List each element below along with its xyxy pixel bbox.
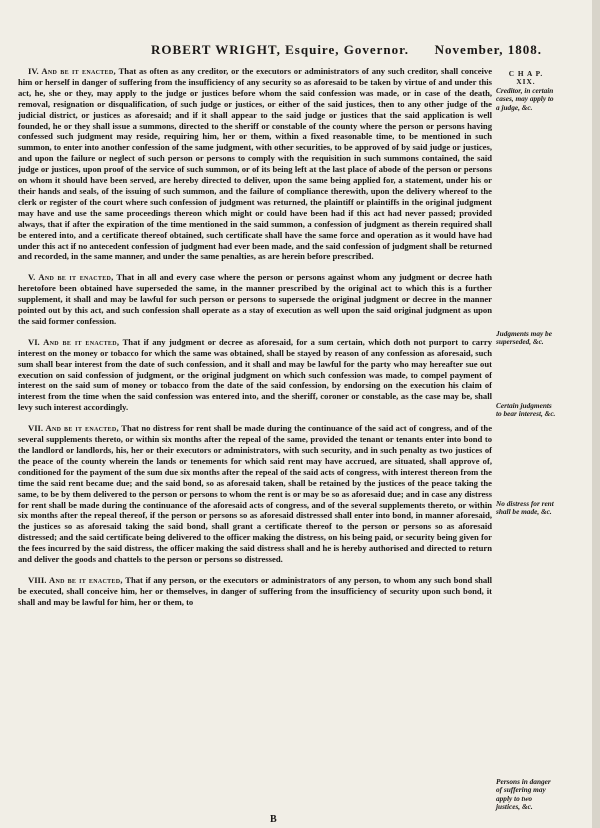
section-number: VI.	[28, 336, 40, 347]
section-number: V.	[28, 272, 36, 283]
enacting-clause: And be it enacted,	[38, 272, 114, 283]
section-number: IV.	[28, 66, 39, 76]
enacting-clause: And be it enacted,	[43, 336, 120, 347]
section-text: That as often as any creditor, or the executors or administrators of any such creditor, shall conceive him or herself in danger of suffering from the insufficiency of any security so as aforesaid to be taken by virtue of and under this act, he, she or they, may apply to the judge or justices before whom the said confession was made, or in case of the death, removal, resignation or disqualification, of such judge or justices, or either of the said justices, then to any other judge of the judicial district, or justices as aforesaid; and if it shall appear to the said judge or justices that the said application is well founded, he or they shall issue a summons, directed to the sheriff or constable of the county where the person or persons having confessed such judgment may reside, requiring him, her or them, within a fixed reasonable time, to be mentioned in such summon, to enter into another confession of the same judgment, with other securities, to be approved of by said judge or justices, and upon the failure or neglect of such person or persons to comply with the requisition in such summons contained, the said judge or justices, upon proof of the service of such summon, or of its being left at the last place of abode of the person or persons on whom it should have been served, are hereby directed to deliver, upon the same being applied for, a statement, under his or their hands and seals, of the issuing of such summon, and the failure of compliance therewith, upon the delivery whereof to the clerk or register of the court where such confession of judgment was returned, the plaintiff or plaintiffs in the original judgment may have and use the same proceedings thereon which might or could have been had if this act had never passed; provided always, that if after the expiration of the time mentioned in the said summon, a confession of judgment as therein required shall be entered into, and a certificate thereof obtained, such certificate shall have the same force and operation as it would have had under this act if no antecedent confession of judgment had ever been made, and the said confession of judgment shall be returned and recorded, in the same manner, and under the same penalties, as are herein before prescribed.	[18, 66, 493, 262]
enacting-clause: And be it enacted,	[41, 66, 116, 76]
document-body	[18, 66, 492, 618]
section-viii	[18, 575, 492, 608]
signature-mark: B	[270, 814, 277, 825]
section-text: That if any judgment or decree as aforesaid, for a sum certain, which doth not purport to carry interest on the money or tobacco for which the same was obtained, shall be stayed by reason of any confession as aforesaid, such sum shall bear interest from the date of such confession, and it shall and may be lawful for the party who may hereafter sue out execution on said confession of judgment, or the original judgment on which such confession was made, to compel payment of interest on the said sum of money or tobacco from the date of the said confession, by endorsing on the execution his claim of interest from the time when the said confession was entered into, and the sheriff, coroner or constable, as the case may be, shall levy such interest accordingly.	[18, 336, 493, 413]
section-text: That if any person, or the executors or administrators of any person, to whom any such bond shall be executed, shall conceive him, her or themselves, in danger of suffering from the insufficiency of security upon such bond, it shall and may be lawful for him, her or them, to	[18, 574, 493, 607]
margin-note-iv	[496, 70, 556, 112]
section-number: VIII.	[28, 574, 47, 585]
page-edge-shadow	[592, 0, 600, 828]
section-number: VII.	[28, 423, 44, 434]
section-vii	[18, 423, 492, 565]
chapter-label: C H A P.	[508, 69, 544, 78]
margin-note-v: Judgments may be superseded, &c.	[496, 329, 552, 347]
section-text: That no distress for rent shall be made during the continuance of the said act of congress, and of the several supplements thereto, or within six months after the repeal of the same, provided the tenant or tenants enter into bond to the landlord or landlords, his, her or their executors or administrators, with such security, and in such penalty as two justices of the peace of the county wherein the lands or tenements for which said rent may have accrued, are situated, shall approve of, conditioned for the payment of the sum due six months after the repeal of the said acts of congress, with interest thereon from the time the said rent became due; and the said bond, so as aforesaid taken, shall be retained by the justices of the peace taking the same, to be by them delivered to the person or persons to whom the rent is or may be so as aforesaid due; and in case any distress for rent shall be made during the continuance of the aforesaid acts of congress, and of the several supplements thereto, or within six months after the repeal thereof, if the person or persons so as aforesaid distressed shall enter into bond, in manner aforesaid, the justices so as aforesaid taking the said bond, shall grant a certificate thereof to the person or persons so as aforesaid distressed; and the said certificate being delivered to the officer making the distress, on his being paid, or security being given for the fees incurred by the said distress, the officer making the said distress shall and he is hereby authorised and directed to return and deliver the goods and chattels to the person or persons so distressed.	[18, 423, 493, 565]
section-text: That in all and every case where the person or persons against whom any judgment or decree hath heretofore been obtained have superseded the same, in the manner prescribed by the original act to which this is a further supplement, it shall and may be lawful for such person or persons to supersede the original judgment or decree in the manner pointed out by this act, and such confession shall operate as a stay of execution as well upon the said original judgment as upon the said former confession.	[18, 272, 493, 326]
enacting-clause: And be it enacted,	[45, 423, 119, 434]
section-v	[18, 272, 492, 327]
chapter-number: XIX.	[516, 77, 536, 87]
header-title: ROBERT WRIGHT, Esquire, Governor.	[151, 42, 409, 57]
margin-note-viii: Persons in danger of suffering may apply to two justices, &c.	[496, 777, 551, 812]
section-vi	[18, 337, 492, 413]
margin-note-text: Creditor, in certain cases, may apply to a judge, &c.	[496, 85, 554, 112]
enacting-clause: And be it enacted,	[48, 574, 123, 585]
section-iv	[18, 66, 492, 262]
margin-note-vi: Certain judgments to bear interest, &c.	[496, 401, 556, 419]
running-header	[18, 42, 542, 58]
margin-note-vii: No distress for rent shall be made, &c.	[496, 499, 554, 517]
header-date: November, 1808.	[434, 42, 542, 57]
